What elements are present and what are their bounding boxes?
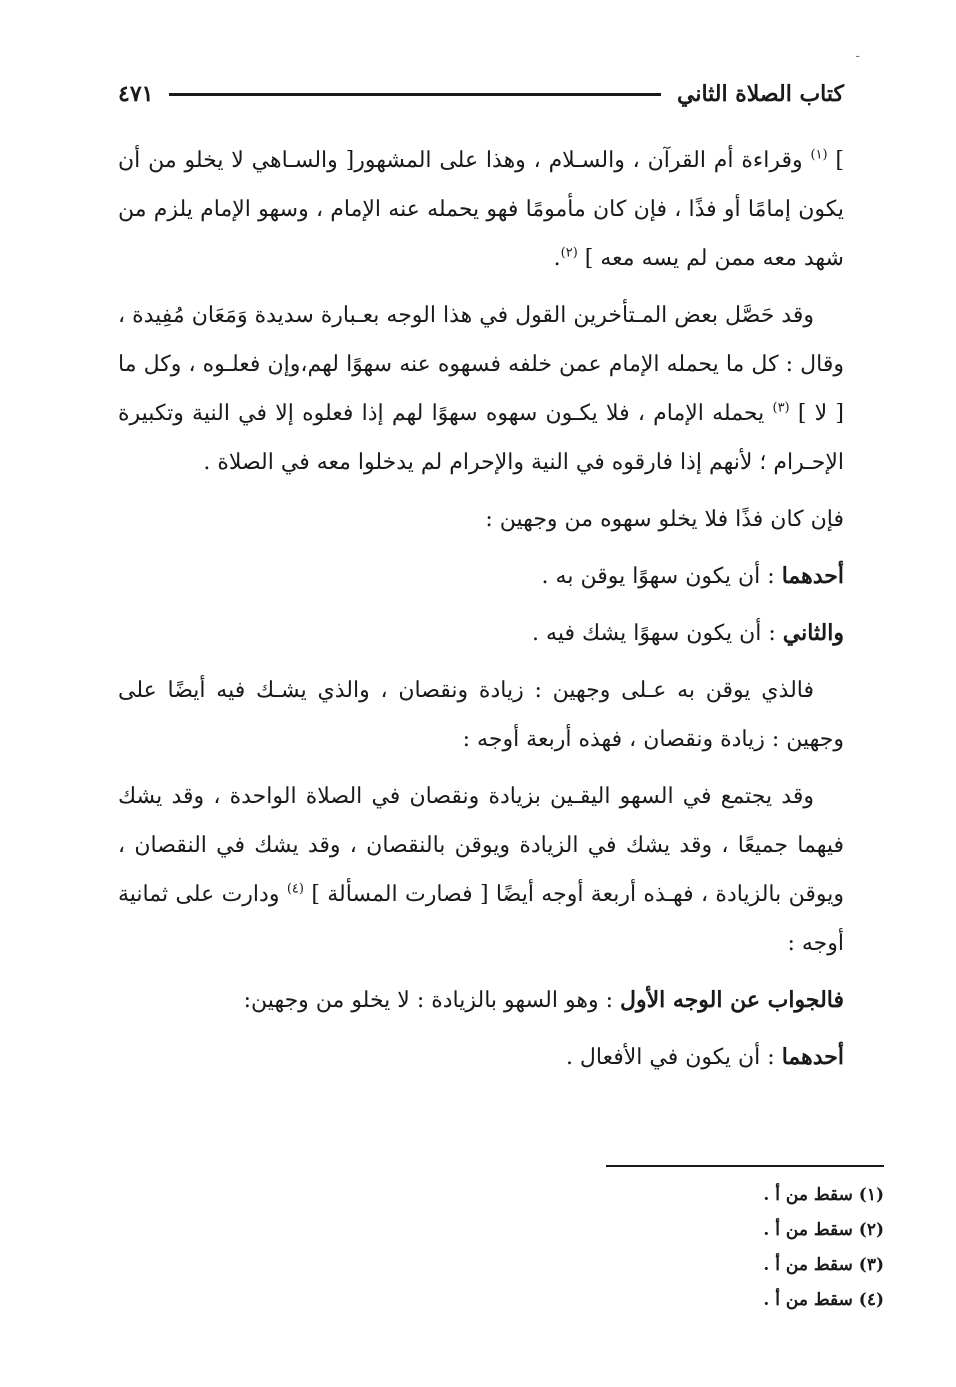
paragraph-text: .	[553, 246, 561, 271]
footnote: (٤) سقط من أ .	[763, 1290, 884, 1310]
footnotes	[484, 1178, 884, 1318]
paragraph-text: فالذي يوقن به عـلى وجهين : زيادة ونقصان ، والذي يشـك فيه أيضًا على وجهين : زيادة ونقصان ، فهذه أربعة أوجه :	[118, 678, 844, 752]
paragraph	[118, 136, 844, 283]
lead-term: فالجواب عن الوجه الأول	[619, 987, 844, 1013]
paragraph-text: يحمله الإمام ، فلا يكـون سهوه سهوًا لهم إذا فعلوه إلا في النية وتكبيرة الإحـرام ؛ لأنهم إذا فارقوه في النية والإحرام لم يدخلوا معه في الصلاة .	[118, 401, 844, 475]
paragraph	[118, 609, 844, 658]
header-rule	[169, 93, 661, 96]
lead-term: والثاني	[782, 620, 844, 646]
paragraph-text: : أن يكون في الأفعال .	[565, 1045, 782, 1070]
footnote: (١) سقط من أ .	[763, 1185, 884, 1205]
footnote: (٣) سقط من أ .	[763, 1255, 884, 1275]
running-header	[118, 74, 844, 114]
lead-term: أحدهما	[781, 563, 844, 589]
footnote-ref: (٣)	[772, 400, 790, 416]
paragraph-text: وقد يجتمع في السهو اليقـين بزيادة ونقصان في الصلاة الواحدة ، وقد يشك فيهما جميعًا ، وقد يشك في الزيادة ويوقن بالنقصان ، وقد يشك في النقصان ، ويوقن بالزيادة ، فهـذه أربعة أوجه أيضًا [ فصارت المسألة ]	[118, 784, 844, 907]
paragraph	[118, 291, 844, 487]
chapter-title: كتاب الصلاة الثاني	[676, 81, 844, 107]
paragraph	[118, 976, 844, 1025]
page-number: ٤٧١	[118, 81, 154, 107]
paragraph	[118, 552, 844, 601]
paragraph	[118, 495, 844, 544]
paragraph	[118, 1033, 844, 1082]
footnote-ref: (١)	[810, 147, 828, 163]
body-text	[118, 136, 844, 1090]
lead-term: أحدهما	[781, 1044, 844, 1070]
paragraph-text: ودارت على ثمانية أوجه :	[118, 882, 844, 956]
paragraph	[118, 666, 844, 764]
paragraph-text: وقراءة أم القرآن ، والسـلام ، وهذا على المشهور[ والسـاهي لا يخلو من أن يكون إمامًا أو فذًا ، فإن كان مأمومًا فهو يحمله عنه الإمام ، وسهو الإمام يلزم من شهد معه ممن لم يسه معه ]	[118, 148, 844, 271]
paragraph-text: ]	[827, 148, 844, 173]
paragraph-text: وقد حَصَّل بعض المـتأخرين القول في هذا الوجه بعـبارة سديدة وَمَعَان مُفِيدة ، وقال : كل ما يحمله الإمام عمن خلفه فسهوه عنه سهوًا لهم،وإن فعلـوه ، وكل ما [ لا ]	[117, 303, 844, 426]
paragraph-text: فإن كان فذًا فلا يخلو سهوه من وجهين :	[485, 507, 844, 532]
footnote: (٢) سقط من أ .	[763, 1220, 884, 1240]
paragraph-text: : وهو السهو بالزيادة : لا يخلو من وجهين:	[243, 988, 620, 1013]
footnote-ref: (٤)	[286, 881, 304, 897]
paragraph-text: : أن يكون سهوًا يشك فيه .	[532, 621, 783, 646]
footnote-separator	[606, 1165, 884, 1167]
corner-mark: -	[855, 48, 860, 64]
paragraph	[118, 772, 844, 968]
paragraph-text: : أن يكون سهوًا يوقن به .	[541, 564, 782, 589]
footnote-ref: (٢)	[560, 245, 578, 261]
